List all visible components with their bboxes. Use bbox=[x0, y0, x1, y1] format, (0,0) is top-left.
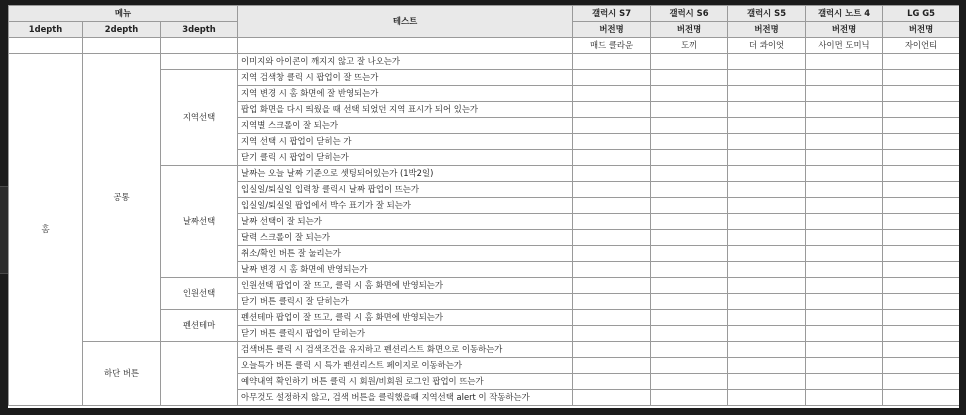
result-cell[interactable] bbox=[651, 118, 728, 134]
device-header: 갤럭시 S5 bbox=[728, 6, 806, 22]
result-cell[interactable] bbox=[883, 342, 959, 358]
result-cell[interactable] bbox=[806, 230, 883, 246]
device-model: 자이언티 bbox=[883, 38, 959, 54]
result-cell[interactable] bbox=[728, 374, 806, 390]
result-cell[interactable] bbox=[883, 150, 959, 166]
result-cell[interactable] bbox=[806, 278, 883, 294]
result-cell[interactable] bbox=[651, 262, 728, 278]
result-cell[interactable] bbox=[728, 246, 806, 262]
result-cell[interactable] bbox=[651, 150, 728, 166]
test-header: 테스트 bbox=[238, 6, 573, 38]
result-cell[interactable] bbox=[573, 390, 651, 406]
result-cell[interactable] bbox=[883, 198, 959, 214]
result-cell[interactable] bbox=[651, 198, 728, 214]
result-cell[interactable] bbox=[806, 326, 883, 342]
result-cell[interactable] bbox=[728, 150, 806, 166]
result-cell[interactable] bbox=[573, 86, 651, 102]
result-cell[interactable] bbox=[651, 310, 728, 326]
device-header: 갤럭시 S7 bbox=[573, 6, 651, 22]
result-cell[interactable] bbox=[728, 326, 806, 342]
test-case-cell[interactable]: 이미지와 아이콘이 깨지지 않고 잘 나오는가 bbox=[238, 54, 573, 70]
result-cell[interactable] bbox=[651, 278, 728, 294]
result-cell[interactable] bbox=[728, 310, 806, 326]
result-cell[interactable] bbox=[573, 342, 651, 358]
result-cell[interactable] bbox=[728, 390, 806, 406]
device-model: 더 콰이엇 bbox=[728, 38, 806, 54]
depth3-cell bbox=[161, 342, 238, 406]
result-cell[interactable] bbox=[806, 310, 883, 326]
test-case-cell[interactable]: 날짜 선택이 잘 되는가 bbox=[238, 214, 573, 230]
result-cell[interactable] bbox=[883, 310, 959, 326]
result-cell[interactable] bbox=[728, 230, 806, 246]
result-cell[interactable] bbox=[806, 118, 883, 134]
result-cell[interactable] bbox=[806, 166, 883, 182]
result-cell[interactable] bbox=[573, 230, 651, 246]
result-cell[interactable] bbox=[573, 374, 651, 390]
result-cell[interactable] bbox=[883, 86, 959, 102]
result-cell[interactable] bbox=[728, 118, 806, 134]
result-cell[interactable] bbox=[651, 54, 728, 70]
result-cell[interactable] bbox=[573, 214, 651, 230]
result-cell[interactable] bbox=[883, 278, 959, 294]
result-cell[interactable] bbox=[573, 310, 651, 326]
result-cell[interactable] bbox=[651, 182, 728, 198]
result-cell[interactable] bbox=[806, 134, 883, 150]
device-header: 갤럭시 노트 4 bbox=[806, 6, 883, 22]
test-case-cell[interactable]: 팝업 화면을 다시 띄웠을 때 선택 되었던 지역 표시가 되어 있는가 bbox=[238, 102, 573, 118]
result-cell[interactable] bbox=[806, 86, 883, 102]
empty-cell bbox=[83, 38, 161, 54]
result-cell[interactable] bbox=[806, 262, 883, 278]
result-cell[interactable] bbox=[573, 166, 651, 182]
result-cell[interactable] bbox=[651, 374, 728, 390]
result-cell[interactable] bbox=[728, 214, 806, 230]
result-cell[interactable] bbox=[651, 70, 728, 86]
result-cell[interactable] bbox=[883, 118, 959, 134]
test-case-cell[interactable]: 예약내역 확인하기 버튼 클릭 시 회원/비회원 로그인 팝업이 뜨는가 bbox=[238, 374, 573, 390]
empty-cell bbox=[238, 38, 573, 54]
result-cell[interactable] bbox=[651, 166, 728, 182]
result-cell[interactable] bbox=[806, 294, 883, 310]
depth3-cell: 펜션테마 bbox=[161, 310, 238, 342]
test-case-cell[interactable]: 입실일/퇴실일 입력창 클릭시 날짜 팝업이 뜨는가 bbox=[238, 182, 573, 198]
result-cell[interactable] bbox=[573, 326, 651, 342]
test-case-cell[interactable]: 날짜는 오늘 날짜 기준으로 셋팅되어있는가 (1박2일) bbox=[238, 166, 573, 182]
test-case-cell[interactable]: 검색버튼 클릭 시 검색조건을 유지하고 펜션리스트 화면으로 이동하는가 bbox=[238, 342, 573, 358]
test-case-cell[interactable]: 달력 스크롤이 잘 되는가 bbox=[238, 230, 573, 246]
result-cell[interactable] bbox=[573, 358, 651, 374]
test-case-cell[interactable]: 오늘특가 버튼 클릭 시 특가 펜션리스트 페이지로 이동하는가 bbox=[238, 358, 573, 374]
result-cell[interactable] bbox=[883, 230, 959, 246]
depth3-cell bbox=[161, 54, 238, 70]
depth1-cell: 홈 bbox=[9, 54, 83, 406]
result-cell[interactable] bbox=[728, 54, 806, 70]
result-cell[interactable] bbox=[728, 166, 806, 182]
test-case-cell[interactable]: 지역별 스크롤이 잘 되는가 bbox=[238, 118, 573, 134]
menu-header: 메뉴 bbox=[9, 6, 238, 22]
result-cell[interactable] bbox=[883, 374, 959, 390]
device-header: 갤럭시 S6 bbox=[651, 6, 728, 22]
device-model: 사이먼 도미닉 bbox=[806, 38, 883, 54]
test-case-cell[interactable]: 아무것도 설정하지 않고, 검색 버튼을 클릭했을때 지역선택 alert 이 작동하는가 bbox=[238, 390, 573, 406]
result-cell[interactable] bbox=[806, 102, 883, 118]
device-model: 도끼 bbox=[651, 38, 728, 54]
result-cell[interactable] bbox=[806, 390, 883, 406]
result-cell[interactable] bbox=[651, 326, 728, 342]
test-case-cell[interactable]: 펜션테마 팝업이 잘 뜨고, 클릭 시 홈 화면에 반영되는가 bbox=[238, 310, 573, 326]
empty-cell bbox=[161, 38, 238, 54]
test-case-cell[interactable]: 닫기 클릭 시 팝업이 닫히는가 bbox=[238, 150, 573, 166]
result-cell[interactable] bbox=[728, 86, 806, 102]
result-cell[interactable] bbox=[728, 342, 806, 358]
result-cell[interactable] bbox=[806, 214, 883, 230]
test-case-cell[interactable]: 닫기 버튼 클릭시 잘 닫히는가 bbox=[238, 294, 573, 310]
result-cell[interactable] bbox=[651, 390, 728, 406]
test-case-cell[interactable]: 지역 변경 시 홈 화면에 잘 반영되는가 bbox=[238, 86, 573, 102]
result-cell[interactable] bbox=[573, 198, 651, 214]
result-cell[interactable] bbox=[883, 70, 959, 86]
result-cell[interactable] bbox=[883, 214, 959, 230]
depth3-cell: 지역선택 bbox=[161, 70, 238, 166]
result-cell[interactable] bbox=[573, 102, 651, 118]
result-cell[interactable] bbox=[883, 182, 959, 198]
result-cell[interactable] bbox=[883, 102, 959, 118]
result-cell[interactable] bbox=[573, 262, 651, 278]
result-cell[interactable] bbox=[651, 134, 728, 150]
result-cell[interactable] bbox=[651, 86, 728, 102]
result-cell[interactable] bbox=[651, 214, 728, 230]
result-cell[interactable] bbox=[883, 262, 959, 278]
result-cell[interactable] bbox=[651, 230, 728, 246]
result-cell[interactable] bbox=[806, 182, 883, 198]
result-cell[interactable] bbox=[883, 246, 959, 262]
result-cell[interactable] bbox=[728, 278, 806, 294]
depth1-header: 1depth bbox=[9, 22, 83, 38]
result-cell[interactable] bbox=[728, 102, 806, 118]
result-cell[interactable] bbox=[728, 294, 806, 310]
result-cell[interactable] bbox=[728, 358, 806, 374]
result-cell[interactable] bbox=[883, 294, 959, 310]
result-cell[interactable] bbox=[573, 70, 651, 86]
result-cell[interactable] bbox=[728, 134, 806, 150]
version-label: 버전명 bbox=[806, 22, 883, 38]
result-cell[interactable] bbox=[573, 150, 651, 166]
result-cell[interactable] bbox=[883, 358, 959, 374]
depth3-cell: 인원선택 bbox=[161, 278, 238, 310]
result-cell[interactable] bbox=[728, 198, 806, 214]
test-case-table bbox=[8, 5, 959, 406]
version-label: 버전명 bbox=[651, 22, 728, 38]
result-cell[interactable] bbox=[573, 278, 651, 294]
result-cell[interactable] bbox=[806, 342, 883, 358]
device-header: LG G5 bbox=[883, 6, 959, 22]
depth2-cell: 공통 bbox=[83, 54, 161, 342]
version-label: 버전명 bbox=[573, 22, 651, 38]
result-cell[interactable] bbox=[728, 70, 806, 86]
result-cell[interactable] bbox=[573, 118, 651, 134]
result-cell[interactable] bbox=[883, 54, 959, 70]
depth2-cell: 하단 버튼 bbox=[83, 342, 161, 406]
result-cell[interactable] bbox=[883, 390, 959, 406]
result-cell[interactable] bbox=[806, 198, 883, 214]
result-cell[interactable] bbox=[573, 54, 651, 70]
result-cell[interactable] bbox=[651, 294, 728, 310]
result-cell[interactable] bbox=[651, 342, 728, 358]
spreadsheet bbox=[8, 5, 959, 408]
result-cell[interactable] bbox=[883, 134, 959, 150]
test-case-cell[interactable]: 지역 검색창 클릭 시 팝업이 잘 뜨는가 bbox=[238, 70, 573, 86]
result-cell[interactable] bbox=[651, 358, 728, 374]
result-cell[interactable] bbox=[806, 54, 883, 70]
result-cell[interactable] bbox=[806, 358, 883, 374]
test-case-cell[interactable]: 취소/확인 버튼 잘 눌리는가 bbox=[238, 246, 573, 262]
test-case-cell[interactable]: 인원선택 팝업이 잘 뜨고, 클릭 시 홈 화면에 반영되는가 bbox=[238, 278, 573, 294]
version-label: 버전명 bbox=[728, 22, 806, 38]
depth3-cell: 날짜선택 bbox=[161, 166, 238, 278]
result-cell[interactable] bbox=[651, 246, 728, 262]
test-case-cell[interactable]: 지역 선택 시 팝업이 닫히는 가 bbox=[238, 134, 573, 150]
result-cell[interactable] bbox=[806, 150, 883, 166]
test-case-cell[interactable]: 닫기 버튼 클릭시 팝업이 닫히는가 bbox=[238, 326, 573, 342]
version-label: 버전명 bbox=[883, 22, 959, 38]
result-cell[interactable] bbox=[728, 182, 806, 198]
result-cell[interactable] bbox=[573, 246, 651, 262]
result-cell[interactable] bbox=[806, 70, 883, 86]
test-case-cell[interactable]: 날짜 변경 시 홈 화면에 반영되는가 bbox=[238, 262, 573, 278]
result-cell[interactable] bbox=[573, 134, 651, 150]
result-cell[interactable] bbox=[883, 166, 959, 182]
result-cell[interactable] bbox=[573, 182, 651, 198]
result-cell[interactable] bbox=[573, 294, 651, 310]
result-cell[interactable] bbox=[651, 102, 728, 118]
depth3-header: 3depth bbox=[161, 22, 238, 38]
result-cell[interactable] bbox=[806, 374, 883, 390]
test-case-cell[interactable]: 입실일/퇴실일 팝업에서 박수 표기가 잘 되는가 bbox=[238, 198, 573, 214]
result-cell[interactable] bbox=[883, 326, 959, 342]
result-cell[interactable] bbox=[728, 262, 806, 278]
result-cell[interactable] bbox=[806, 246, 883, 262]
depth2-header: 2depth bbox=[83, 22, 161, 38]
device-model: 매드 클라운 bbox=[573, 38, 651, 54]
empty-cell bbox=[9, 38, 83, 54]
